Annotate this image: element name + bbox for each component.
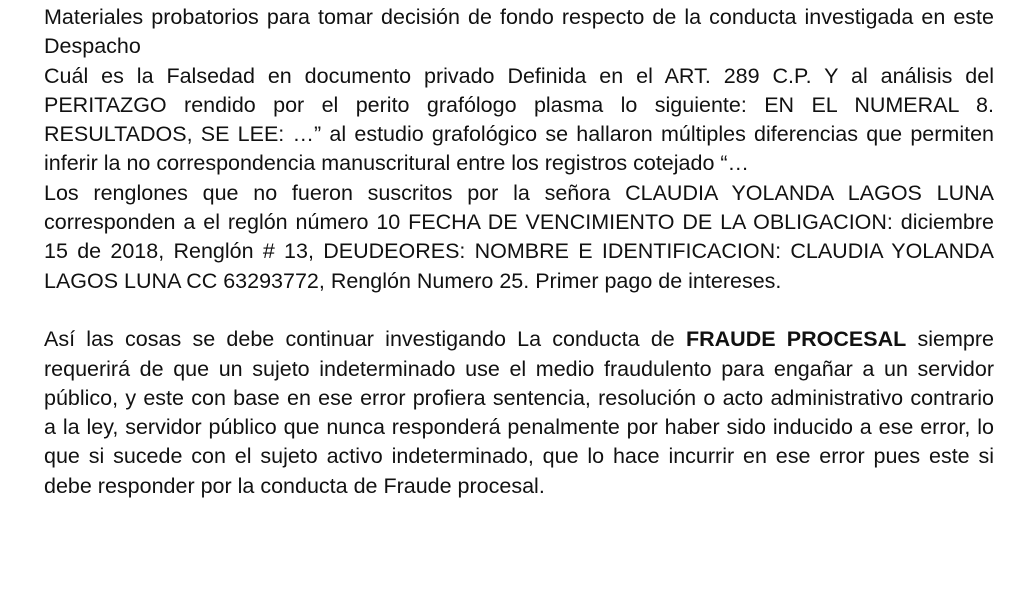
fraude-paragraph <box>44 325 994 501</box>
falsedad-paragraph: Cuál es la Falsedad en documento privado Definida en el ART. 289 C.P. Y al análisis del PERITAZGO rendido por el perito grafólogo plasma lo siguiente: EN EL NUMERAL 8. RESULTADOS, SE LEE: …” al estudio grafológico se hallaron múltiples diferencias que permiten inferir la no correspondencia manuscritural entre los registros cotejado “… <box>44 63 994 176</box>
document-body <box>44 3 994 501</box>
fraude-text-before: Así las cosas se debe continuar investigando La conducta de <box>44 327 686 352</box>
fraude-text-after: siempre requerirá de que un sujeto indeterminado use el medio fraudulento para engañar a un servidor público, y este con base en ese error profiera sentencia, resolución o acto administrativo contrario a la ley, servidor público que nunca responderá penalmente por haber sido inducido a ese error, lo que si sucede con el sujeto activo indeterminado, que lo hace incurrir en ese error pues este si debe responder por la conducta de Fraude procesal. <box>44 327 994 498</box>
fraude-procesal-bold: FRAUDE PROCESAL <box>685 327 907 352</box>
renglones-paragraph: Los renglones que no fueron suscritos por la señora CLAUDIA YOLANDA LAGOS LUNA corresponden a el reglón número 10 FECHA DE VENCIMIENTO DE LA OBLIGACION: diciembre 15 de 2018, Renglón # 13, DEUDEORES: NOMBRE E IDENTIFICACION: CLAUDIA YOLANDA LAGOS LUNA CC 63293772, Renglón Numero 25. Primer pago de intereses. <box>44 180 994 293</box>
paragraph-gap <box>44 296 994 325</box>
intro-paragraph: Materiales probatorios para tomar decisión de fondo respecto de la conducta investigada en este Despacho <box>44 5 994 59</box>
